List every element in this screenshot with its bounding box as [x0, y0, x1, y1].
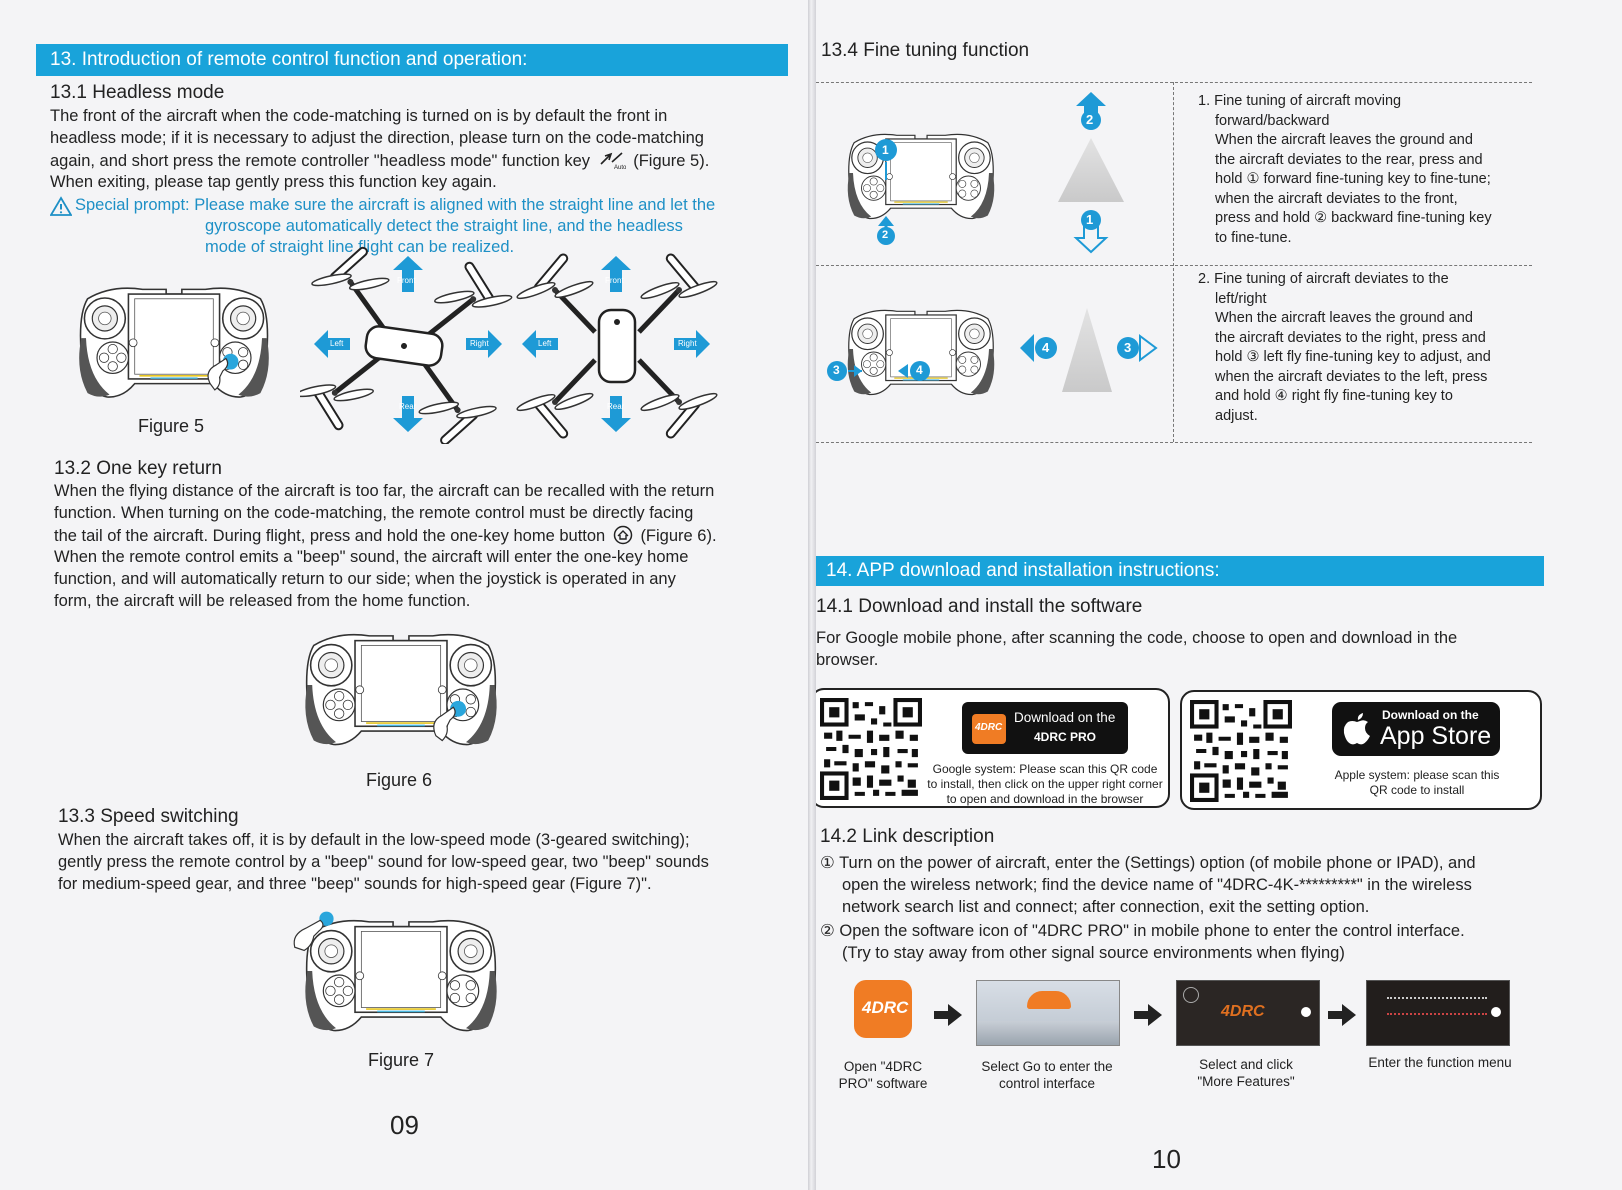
fine-tune-item-2-text — [1198, 270, 1491, 426]
fine-tune-item-1-line-4: the aircraft deviates to the rear, press and — [1215, 151, 1483, 168]
fine-tune-controller-1 — [836, 112, 1006, 240]
control-screen-logo: 4DRC — [1221, 1003, 1265, 1020]
fine-tune-item-2-line-5: hold ③ left fly fine-tuning key to adjust, and — [1215, 349, 1491, 365]
section-13-1-title: 13.1 Headless mode — [50, 82, 225, 103]
drift-marker-3: 3 — [1124, 340, 1132, 355]
special-prompt-line-2: gyroscope automatically detect the straight line, and the headless — [205, 217, 683, 235]
flow-caption-3-line-2: "More Features" — [1197, 1074, 1295, 1089]
fine-tune-item-1-line-3: When the aircraft leaves the ground and — [1215, 132, 1473, 148]
return-text-line-5: function, and will automatically return to our side; when the joystick is operated in any — [54, 570, 676, 588]
headless-text-line-2: headless mode; if it is necessary to adjust the direction, please turn on the code-matching — [50, 129, 704, 147]
special-prompt-line-3: mode of straight line flight can be realized. — [205, 238, 515, 256]
google-download-card — [816, 688, 1170, 808]
link-step-1 — [820, 852, 1476, 918]
menu-icons-row-1 — [1387, 997, 1487, 1003]
section-14-1-title: 14.1 Download and install the software — [816, 596, 1143, 617]
front-label-2: Front — [605, 276, 624, 285]
fine-tune-item-2-line-3: When the aircraft leaves the ground and — [1215, 310, 1473, 326]
fine-tune-item-1-line-2: forward/backward — [1215, 112, 1330, 129]
special-prompt-line-1: Special prompt: Please make sure the aircraft is aligned with the straight line and let the — [75, 196, 716, 214]
fine-tune-item-2-line-1: 2. Fine tuning of aircraft deviates to the — [1198, 271, 1449, 287]
return-text-line-3-figref: (Figure 6). — [640, 527, 717, 545]
link-step-1-line-3: network search list and connect; after connection, exit the setting option. — [842, 898, 1370, 916]
flow-arrow-icon-3 — [1328, 1004, 1356, 1026]
right-arrow-2 — [674, 330, 710, 358]
go-screen-thumbnail — [976, 980, 1120, 1046]
link-step-1-line-2: open the wireless network; find the device name of "4DRC-4K-*********" in the wireless — [842, 876, 1472, 894]
section-13-3-title: 13.3 Speed switching — [58, 806, 239, 827]
4drc-app-icon-logo: 4DRC — [975, 722, 1003, 733]
front-arrow-2 — [601, 256, 631, 292]
fine-tune-item-1-line-6: when the aircraft deviates to the front, — [1215, 190, 1458, 207]
tuning-table-top-border — [816, 82, 1532, 83]
fine-tune-item-2-line-8: adjust. — [1215, 407, 1258, 424]
4drc-pro-app-icon[interactable] — [854, 980, 912, 1038]
menu-dot-graphic — [1491, 1007, 1501, 1017]
page-number-right: 10 — [1152, 1144, 1181, 1174]
drift-marker-4: 4 — [1042, 340, 1050, 355]
fine-tune-item-2-line-2: left/right — [1215, 290, 1267, 307]
apple-qr-code[interactable] — [1190, 700, 1292, 802]
front-label-1: Front — [397, 276, 416, 285]
google-qr-code[interactable] — [820, 698, 922, 800]
right-page — [816, 0, 1622, 1190]
flow-caption-2-line-1: Select Go to enter the — [981, 1059, 1113, 1074]
flow-arrow-icon-2 — [1134, 1004, 1162, 1026]
key-marker-4-on-controller: 4 — [916, 363, 923, 377]
return-text-line-1: When the flying distance of the aircraft is too far, the aircraft can be recalled with the return — [54, 482, 715, 500]
drift-marker-2: 2 — [1086, 112, 1094, 127]
speed-text-line-2: gently press the remote control by a "beep" sound for low-speed gear, two "beep" sounds — [58, 853, 709, 871]
section-13-2-title: 13.2 One key return — [54, 458, 222, 479]
apple-instructions-line-2: QR code to install — [1369, 783, 1465, 797]
right-arrow-1 — [466, 330, 502, 358]
fine-tune-item-2-line-4: the aircraft deviates to the right, press and — [1215, 329, 1486, 346]
return-text-line-6: form, the aircraft will be released from the home function. — [54, 592, 471, 610]
flow-caption-4 — [1350, 1054, 1530, 1071]
google-badge-bottom-text: 4DRC PRO — [1034, 730, 1097, 744]
drift-marker-1: 1 — [1086, 212, 1094, 227]
headless-text-line-1: The front of the aircraft when the code-matching is turned on is by default the front in — [50, 107, 668, 125]
speed-text-line-3: for medium-speed gear, and three "beep" sounds for high-speed gear (Figure 7)". — [58, 875, 652, 893]
link-step-1-line-1: ① Turn on the power of aircraft, enter the (Settings) option (of mobile phone or IPAD), and — [820, 854, 1476, 872]
fine-tune-item-1-line-1: 1. Fine tuning of aircraft moving — [1198, 93, 1402, 109]
google-instructions — [922, 762, 1168, 807]
headless-text-line-4: When exiting, please tap gently press this function key again. — [50, 173, 497, 191]
home-button-icon — [613, 525, 633, 545]
cloud-graphic — [977, 1021, 1119, 1045]
rear-arrow-2 — [601, 396, 631, 432]
left-label-2: Left — [538, 339, 552, 348]
warning-icon — [50, 196, 72, 216]
screen-dot-graphic — [1301, 1007, 1311, 1017]
apple-logo-icon — [1342, 711, 1372, 745]
menu-icons-row-2 — [1387, 1013, 1487, 1019]
left-label-1: Left — [330, 339, 344, 348]
key-marker-2-on-controller: 2 — [882, 229, 889, 241]
figure-6-controller-illustration — [290, 614, 512, 764]
headless-mode-key-icon — [598, 150, 626, 170]
flow-caption-3-line-1: Select and click — [1199, 1057, 1293, 1072]
right-label-2: Right — [678, 339, 697, 348]
page-number-left: 09 — [390, 1110, 419, 1140]
left-page — [0, 0, 808, 1190]
fine-tune-item-1-line-7: press and hold ② backward fine-tuning key — [1215, 210, 1492, 226]
left-arrow-2 — [522, 330, 558, 358]
flow-caption-4-line-1: Enter the function menu — [1368, 1055, 1512, 1070]
google-instructions-line-3: to open and download in the browser — [946, 792, 1144, 806]
fine-tune-item-1-line-8: to fine-tune. — [1215, 229, 1292, 246]
flow-caption-1 — [820, 1058, 946, 1092]
download-text-line-2: browser. — [816, 651, 879, 669]
apple-download-card — [1180, 690, 1542, 810]
apple-badge-top-text: Download on the — [1382, 708, 1479, 722]
link-step-2-line-1: ② Open the software icon of "4DRC PRO" in mobile phone to enter the control interface. — [820, 922, 1465, 940]
figure-6-caption: Figure 6 — [366, 770, 433, 790]
fine-tune-item-2-line-7: and hold ④ right fly fine-tuning key to — [1215, 388, 1453, 404]
tuning-table-mid-border — [816, 265, 1532, 266]
tuning-table-divider — [1173, 82, 1174, 442]
figure-7-caption: Figure 7 — [368, 1050, 435, 1070]
book-gutter — [808, 0, 816, 1190]
go-button-graphic[interactable] — [1027, 991, 1071, 1009]
function-menu-thumbnail — [1366, 980, 1510, 1046]
right-label-1: Right — [470, 339, 489, 348]
app-store-badge[interactable] — [1332, 702, 1500, 756]
fine-tune-item-1-line-5: hold ① forward fine-tuning key to fine-tune; — [1215, 171, 1491, 187]
download-text-line-1: For Google mobile phone, after scanning the code, choose to open and download in the — [816, 629, 1458, 647]
flow-caption-2 — [966, 1058, 1128, 1092]
rear-label-1: Rear — [399, 402, 417, 411]
tuning-table-bottom-border — [816, 442, 1532, 443]
headless-text-line-3-main: again, and short press the remote controller "headless mode" function key — [50, 152, 591, 170]
key-marker-1-on-controller: 1 — [882, 143, 889, 157]
rear-arrow-1 — [393, 396, 423, 432]
4drc-app-icon — [972, 714, 1006, 744]
google-instructions-line-2: to install, then click on the upper right corner — [927, 777, 1163, 791]
4drc-pro-app-icon-logo: 4DRC — [862, 998, 909, 1017]
flow-caption-1-line-1: Open "4DRC — [843, 1059, 923, 1074]
section-13-4-title: 13.4 Fine tuning function — [821, 40, 1030, 61]
control-screen-thumbnail — [1176, 980, 1320, 1046]
figure-5-controller-illustration — [64, 266, 284, 418]
return-text-line-3-main: the tail of the aircraft. During flight, press and hold the one-key home button — [54, 527, 606, 545]
flow-arrow-icon-1 — [934, 1004, 962, 1026]
headless-text-line-3-figref: (Figure 5). — [633, 152, 710, 170]
headless-text-line-3 — [50, 150, 709, 172]
fine-tune-item-1-text — [1198, 92, 1492, 248]
flow-caption-3 — [1170, 1056, 1322, 1090]
google-instructions-line-1: Google system: Please scan this QR code — [932, 762, 1158, 776]
speed-text-line-1: When the aircraft takes off, it is by default in the low-speed mode (3-geared switching); — [58, 831, 690, 849]
section-14-2-title: 14.2 Link description — [820, 826, 995, 847]
front-arrow-1 — [393, 256, 423, 292]
figure-7-controller-illustration — [290, 898, 512, 1052]
svg-text:Auto: Auto — [613, 165, 626, 170]
link-step-2 — [820, 920, 1465, 964]
key-marker-3-on-controller: 3 — [833, 363, 840, 377]
left-right-drift-diagram — [1012, 300, 1162, 400]
return-text-line-4: When the remote control emits a "beep" sound, the aircraft will enter the one-key home — [54, 548, 689, 566]
apple-instructions-line-1: Apple system: please scan this — [1334, 768, 1500, 782]
link-step-2-line-2: (Try to stay away from other signal source environments when flying) — [842, 944, 1345, 962]
section-13-banner: 13. Introduction of remote control function and operation: — [36, 44, 788, 76]
apple-instructions — [1302, 768, 1532, 798]
return-text-line-2: function. When turning on the code-matching, the remote control must be directly facing — [54, 504, 694, 522]
google-badge-top-text: Download on the — [1014, 710, 1116, 725]
figure-5-caption: Figure 5 — [138, 416, 205, 436]
download-4drc-pro-badge[interactable] — [962, 702, 1128, 754]
flow-caption-2-line-2: control interface — [998, 1076, 1096, 1091]
return-text-line-3 — [54, 525, 717, 547]
rear-label-2: Rear — [607, 402, 625, 411]
flow-caption-1-line-2: PRO" software — [838, 1076, 928, 1091]
more-features-icon[interactable] — [1183, 987, 1199, 1003]
section-14-banner: 14. APP download and installation instructions: — [816, 556, 1544, 586]
apple-badge-bottom-text: App Store — [1380, 722, 1492, 750]
fine-tune-controller-2 — [836, 288, 1006, 416]
fine-tune-item-2-line-6: when the aircraft deviates to the left, press — [1215, 368, 1488, 385]
left-arrow-1 — [314, 330, 350, 358]
